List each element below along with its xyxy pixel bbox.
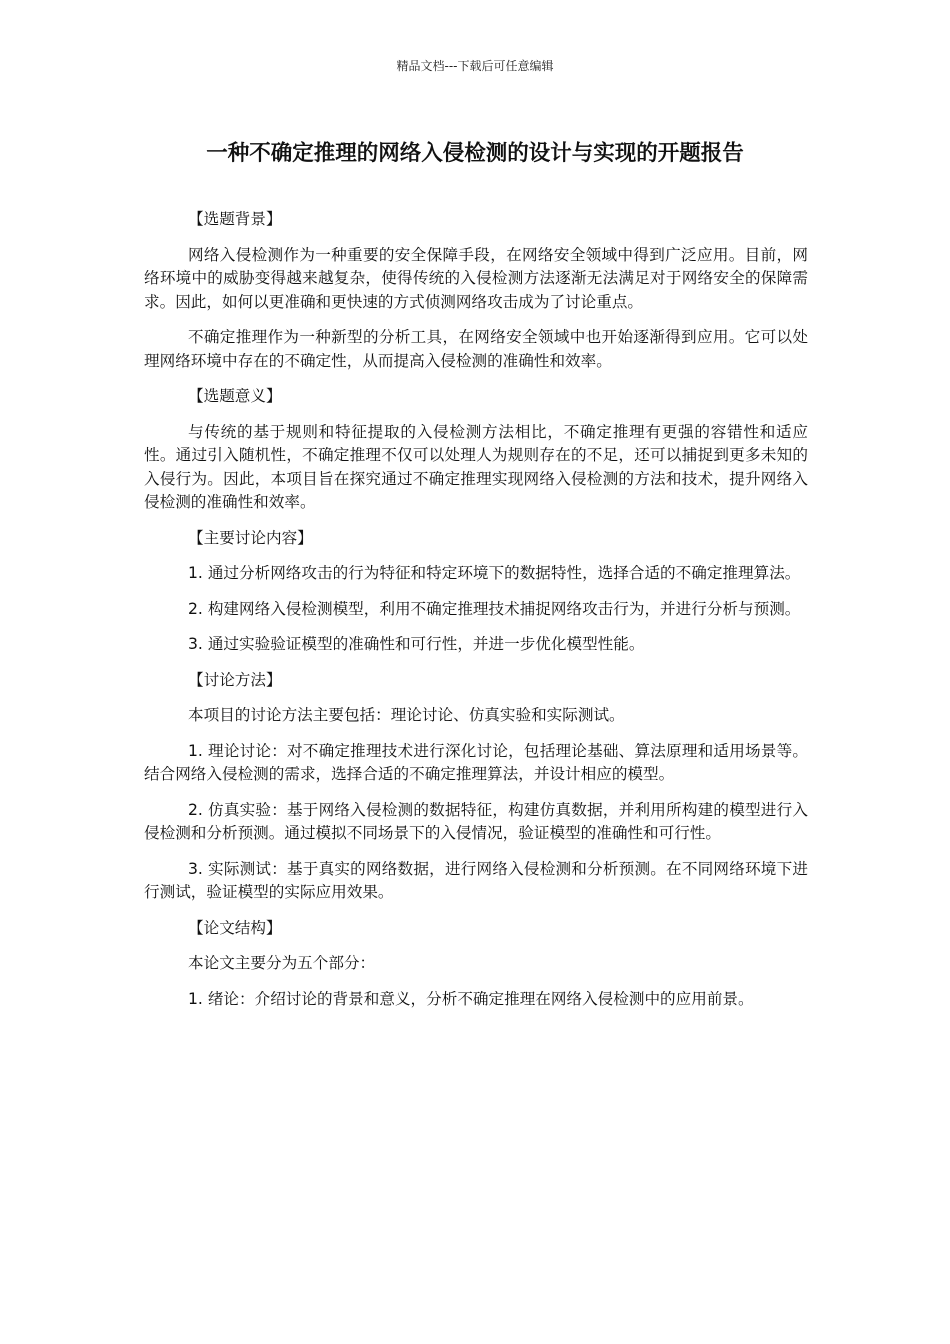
list-paragraph: 3. 实际测试：基于真实的网络数据，进行网络入侵检测和分析预测。在不同网络环境下进行测试，验证模型的实际应用效果。: [144, 859, 808, 901]
document-title: 一种不确定推理的网络入侵检测的设计与实现的开题报告: [206, 141, 744, 166]
section-heading-structure: 【论文结构】: [188, 918, 282, 937]
paragraph: 网络入侵检测作为一种重要的安全保障手段，在网络安全领域中得到广泛应用。目前，网络环境中的威胁变得越来越复杂，使得传统的入侵检测方法逐渐无法满足对于网络安全的保障需求。因此，如何以更准确和更快速的方式侦测网络攻击成为了讨论重点。: [144, 245, 808, 311]
section-heading-background: 【选题背景】: [188, 210, 282, 228]
paragraph: 不确定推理作为一种新型的分析工具，在网络安全领域中也开始逐渐得到应用。它可以处理网络环境中存在的不确定性，从而提高入侵检测的准确性和效率。: [144, 328, 808, 370]
paragraph: 与传统的基于规则和特征提取的入侵检测方法相比，不确定推理有更强的容错性和适应性。通过引入随机性，不确定推理不仅可以处理人为规则存在的不足，还可以捕捉到更多未知的入侵行为。因此，本项目旨在探究通过不确定推理实现网络入侵检测的方法和技术，提升网络入侵检测的准确性和效率。: [144, 422, 808, 511]
list-paragraph: 1. 理论讨论：对不确定推理技术进行深化讨论，包括理论基础、算法原理和适用场景等。结合网络入侵检测的需求，选择合适的不确定推理算法，并设计相应的模型。: [144, 741, 808, 783]
section-heading-methods: 【讨论方法】: [188, 670, 282, 689]
paragraph: 本论文主要分为五个部分：: [188, 954, 376, 972]
document-body: [144, 208, 808, 1023]
list-paragraph: 1. 通过分析网络攻击的行为特征和特定环境下的数据特性，选择合适的不确定推理算法。: [188, 564, 801, 582]
list-paragraph: 2. 构建网络入侵检测模型，利用不确定推理技术捕捉网络攻击行为，并进行分析与预测。: [188, 599, 801, 618]
paragraph: 本项目的讨论方法主要包括：理论讨论、仿真实验和实际测试。: [188, 706, 625, 724]
header-note: 精品文档---下载后可任意编辑: [396, 59, 554, 73]
list-paragraph: 2. 仿真实验：基于网络入侵检测的数据特征，构建仿真数据，并利用所构建的模型进行入侵检测和分析预测。通过模拟不同场景下的入侵情况，验证模型的准确性和可行性。: [144, 800, 808, 842]
list-paragraph: 3. 通过实验验证模型的准确性和可行性，并进一步优化模型性能。: [188, 635, 645, 653]
section-heading-significance: 【选题意义】: [188, 387, 282, 405]
list-paragraph: 1. 绪论：介绍讨论的背景和意义，分析不确定推理在网络入侵检测中的应用前景。: [188, 989, 754, 1008]
section-heading-main-content: 【主要讨论内容】: [188, 528, 313, 547]
